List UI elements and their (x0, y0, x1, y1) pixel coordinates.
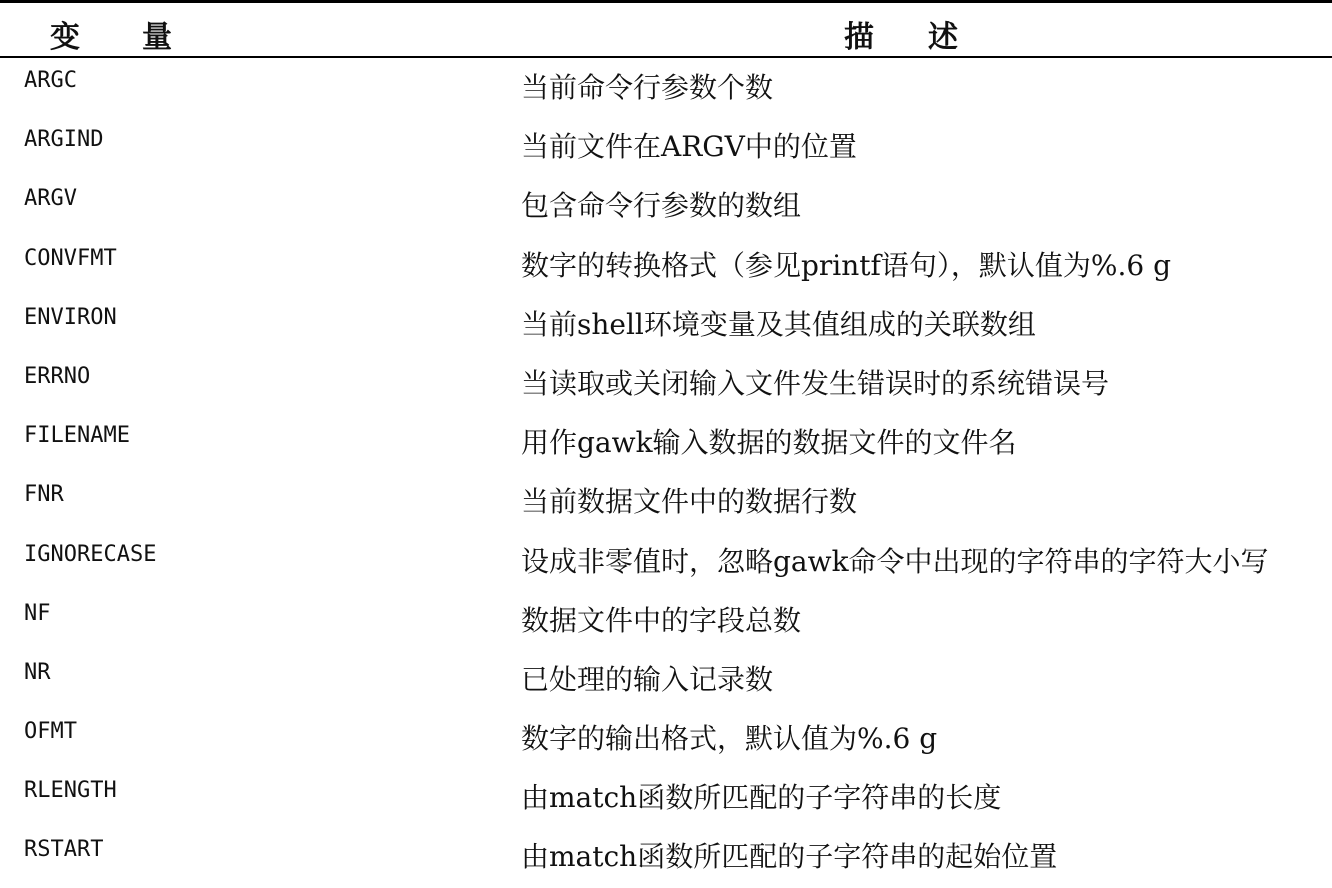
variable-cell: ENVIRON (24, 304, 117, 330)
table-row (0, 768, 1332, 827)
variable-cell: NF (24, 600, 51, 626)
description-cell: 当前命令行参数个数 (521, 71, 774, 104)
table-row (0, 472, 1332, 531)
description-cell: 数字的转换格式（参见printf语句），默认值为%.6 g (521, 248, 1172, 282)
table-row (0, 532, 1332, 591)
table-row (0, 709, 1332, 768)
variable-cell: CONVFMT (24, 245, 117, 271)
table-row (0, 117, 1332, 176)
description-cell: 由match函数所匹配的子字符串的长度 (521, 781, 1002, 815)
table-body (0, 58, 1332, 887)
header-variable: 变量 (50, 20, 234, 55)
table-row (0, 176, 1332, 235)
description-cell: 当前数据文件中的数据行数 (521, 485, 858, 519)
variable-cell: OFMT (24, 719, 77, 745)
description-cell: 当前shell环境变量及其值组成的关联数组 (521, 307, 1036, 341)
description-cell: 用作gawk输入数据的数据文件的文件名 (521, 426, 1017, 460)
table-row (0, 650, 1332, 709)
table-row (0, 827, 1332, 886)
variable-cell: FILENAME (24, 423, 130, 449)
table-row (0, 354, 1332, 413)
table-row (0, 413, 1332, 472)
variable-cell: RLENGTH (24, 778, 117, 804)
description-cell: 数据文件中的字段总数 (521, 603, 802, 637)
description-cell: 已处理的输入记录数 (521, 662, 774, 696)
description-cell: 当读取或关闭输入文件发生错误时的系统错误号 (521, 366, 1110, 400)
description-cell: 数字的输出格式，默认值为%.6 g (521, 722, 938, 756)
table-header (0, 3, 1332, 56)
variable-cell: ARGC (24, 68, 77, 93)
variable-cell: ARGIND (24, 127, 104, 153)
table-row (0, 58, 1332, 117)
description-cell: 由match函数所匹配的子字符串的起始位置 (521, 840, 1058, 874)
description-cell: 包含命令行参数的数组 (521, 189, 802, 223)
table-row (0, 591, 1332, 650)
variable-cell: ARGV (24, 186, 77, 212)
table-row (0, 295, 1332, 354)
table-row (0, 236, 1332, 295)
variable-cell: ERRNO (24, 363, 91, 389)
variable-cell: NR (24, 659, 51, 685)
description-cell: 设成非零值时，忽略gawk命令中出现的字符串的字符大小写 (521, 544, 1269, 578)
variable-cell: IGNORECASE (24, 541, 157, 567)
header-description: 描述 (844, 20, 1012, 55)
variable-cell: FNR (24, 482, 64, 508)
description-cell: 当前文件在ARGV中的位置 (521, 130, 857, 164)
variable-cell: RSTART (24, 837, 104, 863)
